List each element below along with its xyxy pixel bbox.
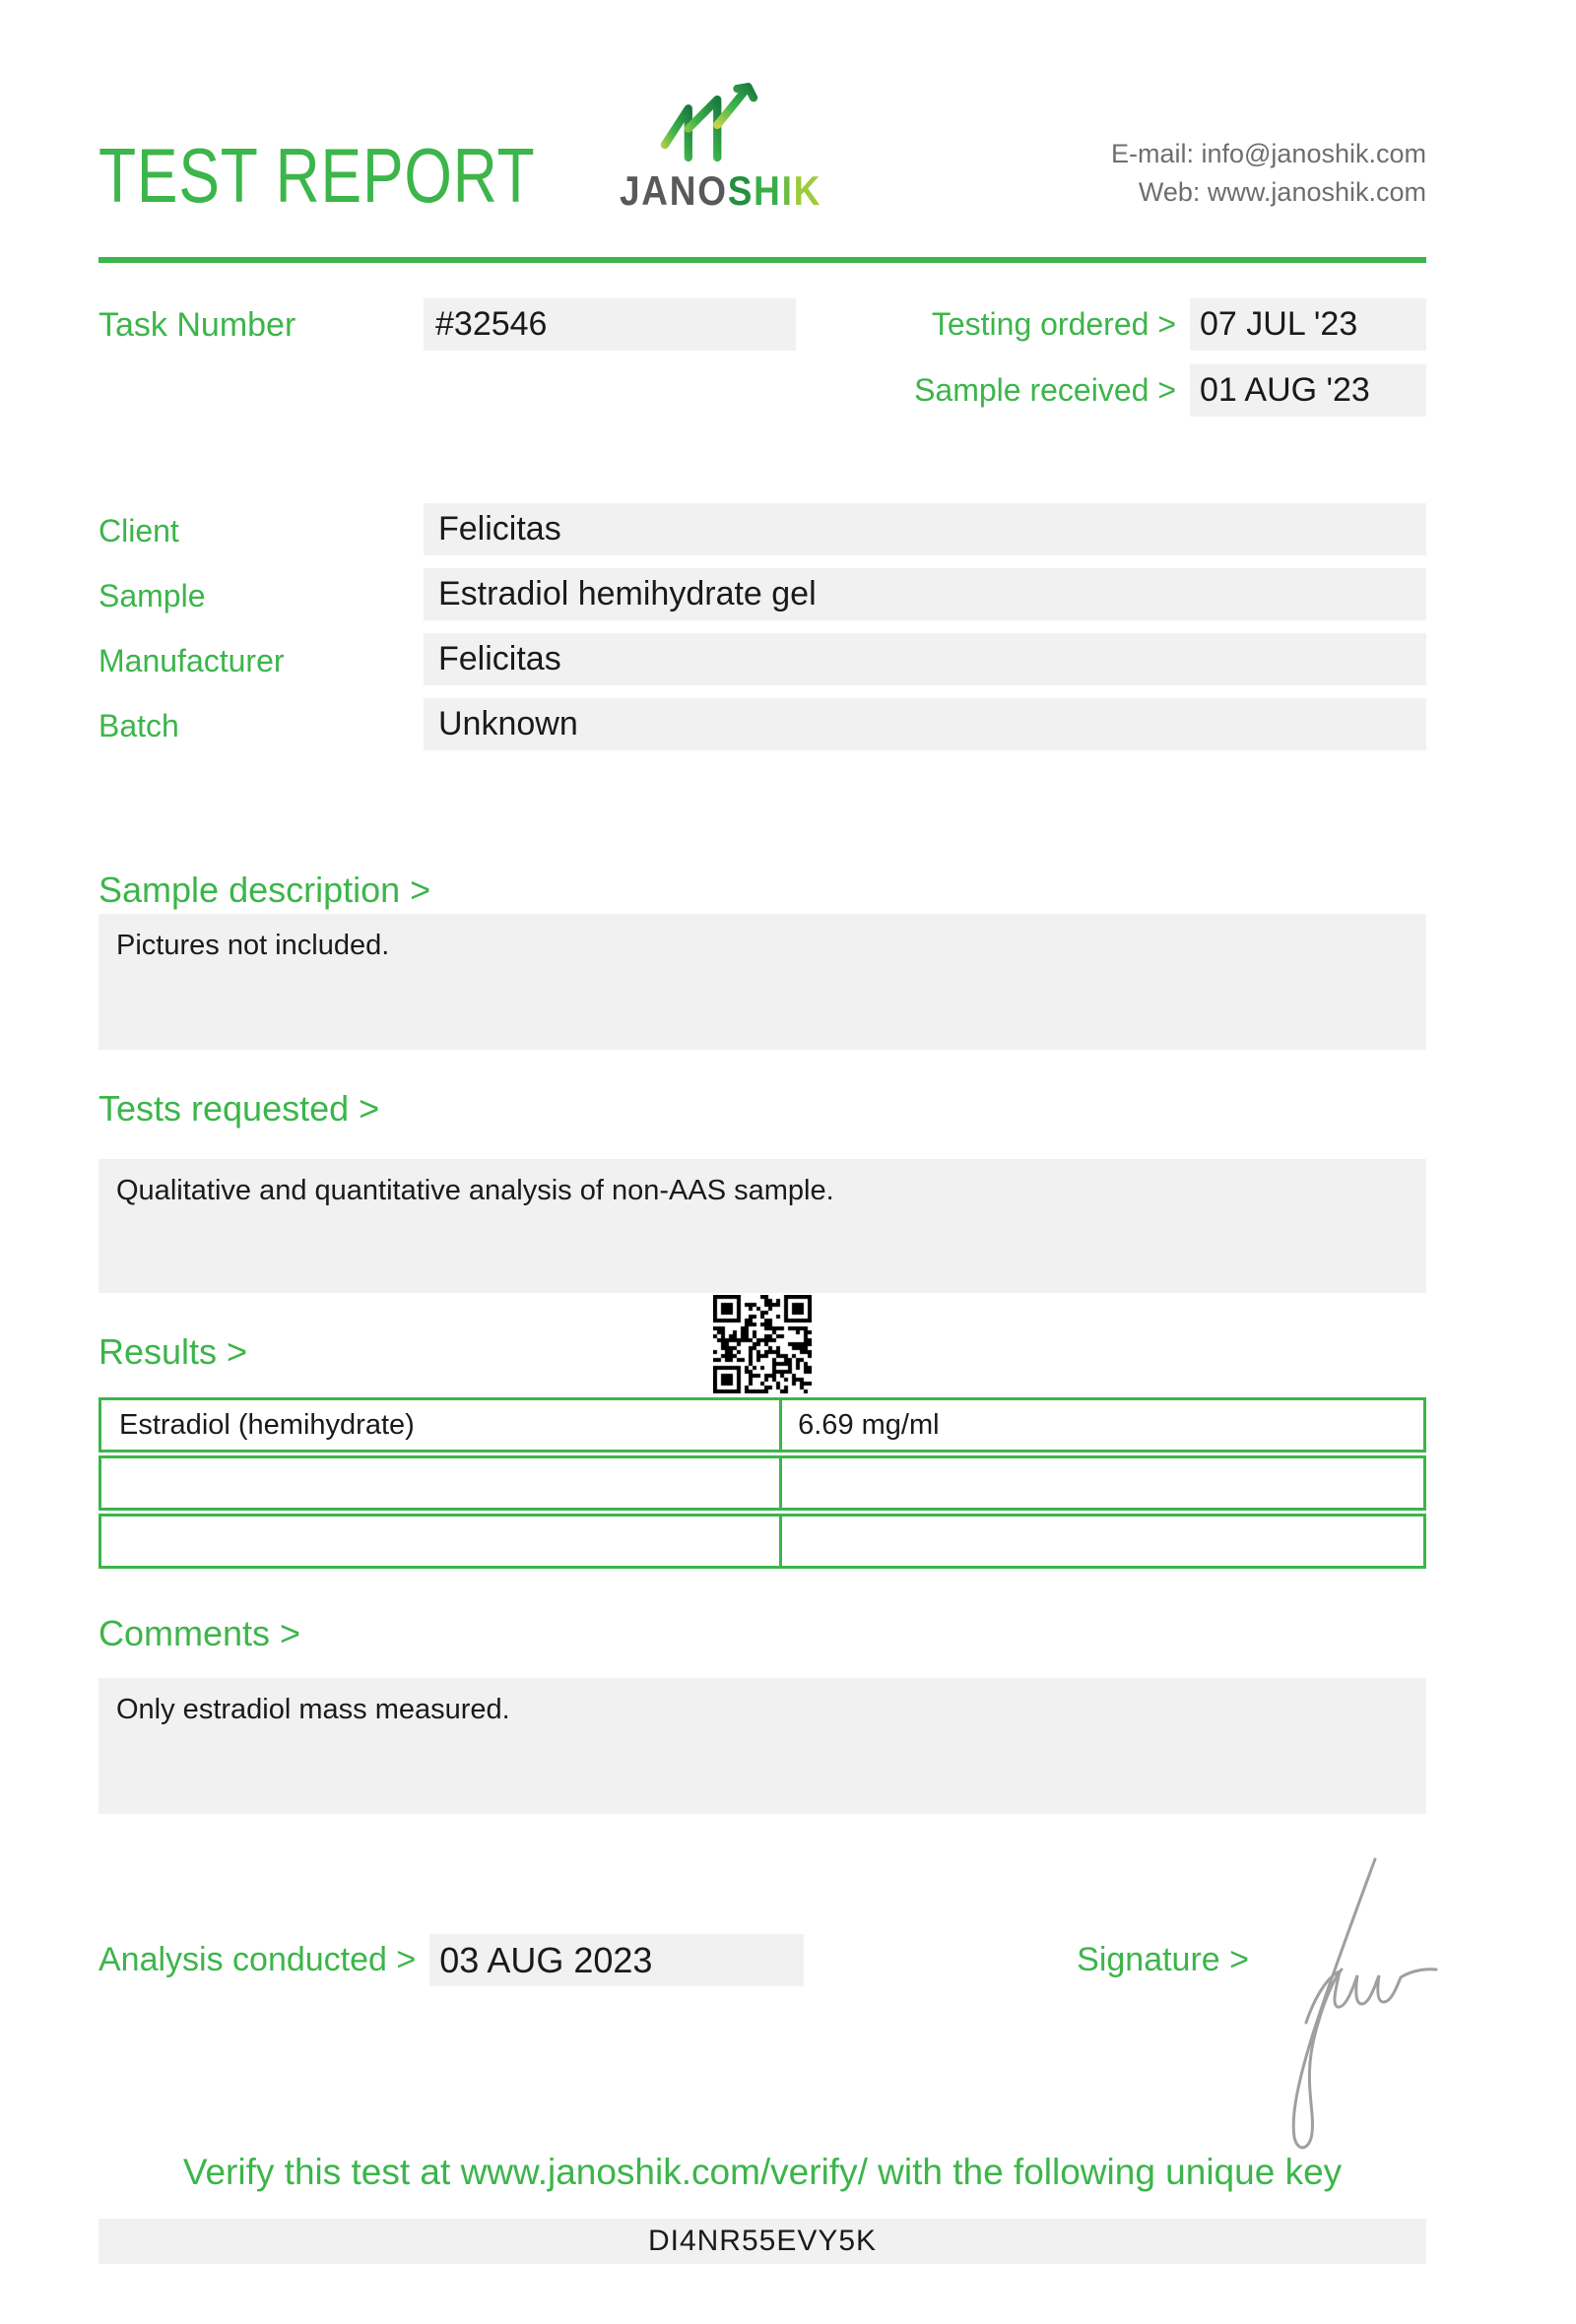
client-label: Client (98, 513, 179, 549)
logo-i: I (781, 166, 794, 214)
sample-row (98, 568, 1426, 620)
sample-received-value: 01 AUG '23 (1190, 364, 1426, 417)
testing-ordered-label: Testing ordered > (931, 306, 1176, 342)
contact-email: E-mail: info@janoshik.com (1110, 138, 1426, 168)
batch-value: Unknown (424, 698, 1426, 750)
analysis-conducted-label: Analysis conducted > (98, 1941, 417, 1978)
sample-description-box: Pictures not included. (98, 914, 1426, 1050)
sample-received-row (914, 364, 1426, 417)
result-analyte-empty2 (101, 1517, 782, 1566)
testing-ordered-value: 07 JUL '23 (1190, 298, 1426, 351)
result-value-empty2 (782, 1517, 1423, 1566)
logo-s: S (727, 166, 754, 214)
verify-heading: Verify this test at www.janoshik.com/verify/ with the following unique key (182, 2152, 1343, 2192)
task-number-value: #32546 (424, 298, 796, 351)
analysis-signature-row (98, 1934, 1426, 1986)
tests-requested-box: Qualitative and quantitative analysis of non-AAS sample. (98, 1159, 1426, 1293)
results-zone (98, 1293, 1426, 1393)
testing-ordered-row (914, 298, 1426, 351)
manufacturer-value: Felicitas (424, 633, 1426, 685)
manufacturer-row (98, 633, 1426, 685)
report-header (98, 84, 1426, 219)
result-row-2 (98, 1455, 1426, 1511)
signature-image (1273, 1853, 1448, 2161)
task-number-label: Task Number (98, 306, 296, 344)
contact-web: Web: www.janoshik.com (1138, 176, 1426, 207)
result-row-3 (98, 1514, 1426, 1569)
batch-label: Batch (98, 708, 179, 743)
header-divider (98, 257, 1426, 263)
logo-jano-text: JANO (619, 166, 728, 214)
result-analyte-empty (101, 1458, 782, 1508)
comments-heading: Comments > (98, 1613, 301, 1653)
qr-code-wrap (713, 1295, 812, 1393)
client-row (98, 503, 1426, 555)
analysis-group (98, 1934, 804, 1986)
result-row-1 (98, 1397, 1426, 1452)
verify-key-box: DI4NR55EVY5K (98, 2219, 1426, 2264)
result-value-empty (782, 1458, 1423, 1508)
qr-code (713, 1295, 812, 1393)
contact-info (1111, 135, 1426, 214)
results-table (98, 1397, 1426, 1569)
result-value: 6.69 mg/ml (798, 1408, 940, 1441)
chart-growth-icon (652, 78, 788, 168)
batch-row (98, 698, 1426, 750)
manufacturer-label: Manufacturer (98, 643, 285, 678)
janoshik-logo (606, 78, 835, 214)
results-heading: Results > (98, 1331, 248, 1372)
task-section (98, 298, 1426, 417)
comments-box: Only estradiol mass measured. (98, 1678, 1426, 1814)
result-analyte: Estradiol (hemihydrate) (101, 1400, 782, 1450)
client-value: Felicitas (424, 503, 1426, 555)
logo-h: H (753, 166, 782, 214)
sample-received-label: Sample received > (914, 372, 1176, 408)
sample-label: Sample (98, 578, 206, 613)
dates-group (914, 298, 1426, 417)
task-number-group (98, 298, 796, 417)
logo-wordmark (620, 168, 821, 214)
page-title: TEST REPORT (98, 132, 536, 219)
analysis-date-value: 03 AUG 2023 (429, 1934, 804, 1986)
tests-requested-heading: Tests requested > (98, 1088, 380, 1129)
sample-value: Estradiol hemihydrate gel (424, 568, 1426, 620)
signature-label: Signature > (1077, 1941, 1249, 1978)
logo-k: K (793, 166, 821, 214)
sample-description-heading: Sample description > (98, 870, 431, 910)
sample-details (98, 503, 1426, 750)
